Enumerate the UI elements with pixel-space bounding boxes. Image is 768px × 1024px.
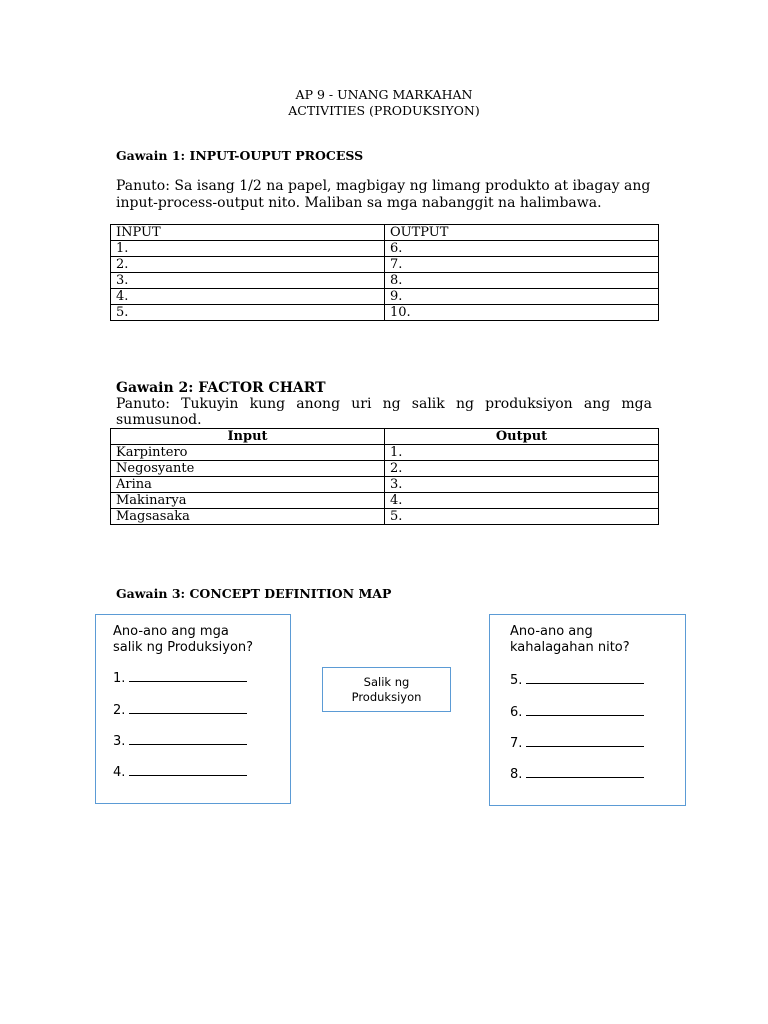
table-cell: 2. (111, 257, 385, 273)
table-cell: Makinarya (111, 493, 385, 509)
table-cell: 8. (385, 273, 659, 289)
table-row (111, 241, 659, 257)
table-cell: 5. (385, 509, 659, 525)
right-blank-5[interactable] (510, 672, 644, 688)
table-cell: 5. (111, 305, 385, 321)
center-box-line1: Salik ng (363, 674, 410, 689)
table-cell: 2. (385, 461, 659, 477)
right-box-question-line2: kahalagahan nito? (510, 640, 630, 655)
blank-number: 1. (113, 671, 126, 686)
header-line-2: ACTIVITIES (PRODUKSIYON) (288, 103, 480, 118)
blank-line (526, 766, 644, 778)
table-cell: 3. (111, 273, 385, 289)
center-box-line2: Produksiyon (351, 689, 422, 704)
blank-number: 8. (510, 767, 523, 782)
table-row (111, 509, 659, 525)
table-header-row (111, 225, 659, 241)
blank-number: 3. (113, 734, 126, 749)
left-blank-4[interactable] (113, 764, 247, 780)
blank-line (526, 704, 644, 716)
table-cell: 6. (385, 241, 659, 257)
left-box-question-line2: salik ng Produksiyon? (113, 640, 254, 655)
left-blank-2[interactable] (113, 702, 247, 718)
right-box-question-line1: Ano-ano ang (510, 624, 593, 639)
table-cell: 9. (385, 289, 659, 305)
gawain2-instruction: Panuto: Tukuyin kung anong uri ng salik ng produksiyon ang mga sumusunod. (116, 396, 652, 428)
table-row (111, 257, 659, 273)
table-row (111, 273, 659, 289)
table-row (111, 477, 659, 493)
column-header-input: Input (111, 429, 385, 445)
table-row (111, 445, 659, 461)
table-cell: Arina (111, 477, 385, 493)
left-blank-3[interactable] (113, 733, 247, 749)
table-cell: 4. (385, 493, 659, 509)
right-box-question (510, 624, 630, 656)
table-cell: 3. (385, 477, 659, 493)
table-cell: 7. (385, 257, 659, 273)
table-row (111, 305, 659, 321)
table-cell: 1. (385, 445, 659, 461)
table-row (111, 289, 659, 305)
table-cell: 1. (111, 241, 385, 257)
table-row (111, 461, 659, 477)
blank-number: 4. (113, 765, 126, 780)
table-cell: Negosyante (111, 461, 385, 477)
gawain1-table (110, 224, 659, 321)
right-blank-6[interactable] (510, 704, 644, 720)
table-row (111, 493, 659, 509)
gawain1-heading: Gawain 1: INPUT-OUPUT PROCESS (116, 148, 364, 163)
blank-line (526, 672, 644, 684)
gawain2-table (110, 428, 659, 525)
blank-number: 5. (510, 673, 523, 688)
blank-number: 2. (113, 703, 126, 718)
table-header-row (111, 429, 659, 445)
column-header-input: INPUT (111, 225, 385, 241)
table-cell: 4. (111, 289, 385, 305)
gawain3-heading: Gawain 3: CONCEPT DEFINITION MAP (116, 586, 392, 601)
gawain1-instruction-line2: input-process-output nito. Maliban sa mga nabanggit na halimbawa. (116, 195, 602, 211)
table-cell: Magsasaka (111, 509, 385, 525)
column-header-output: Output (385, 429, 659, 445)
blank-number: 7. (510, 736, 523, 751)
center-concept-box (322, 667, 451, 712)
gawain2-heading: Gawain 2: FACTOR CHART (116, 380, 326, 396)
column-header-output: OUTPUT (385, 225, 659, 241)
left-blank-1[interactable] (113, 670, 247, 686)
left-box-question-line1: Ano-ano ang mga (113, 624, 229, 639)
header-line-1: AP 9 - UNANG MARKAHAN (295, 87, 473, 102)
right-blank-7[interactable] (510, 735, 644, 751)
blank-line (129, 764, 247, 776)
blank-line (129, 670, 247, 682)
left-box-question (113, 624, 253, 656)
blank-line (526, 735, 644, 747)
blank-line (129, 702, 247, 714)
blank-number: 6. (510, 705, 523, 720)
right-blank-8[interactable] (510, 766, 644, 782)
table-cell: Karpintero (111, 445, 385, 461)
gawain1-instruction (116, 178, 652, 212)
table-cell: 10. (385, 305, 659, 321)
blank-line (129, 733, 247, 745)
gawain1-instruction-line1: Panuto: Sa isang 1/2 na papel, magbigay ng limang produkto at ibagay ang (116, 178, 651, 194)
